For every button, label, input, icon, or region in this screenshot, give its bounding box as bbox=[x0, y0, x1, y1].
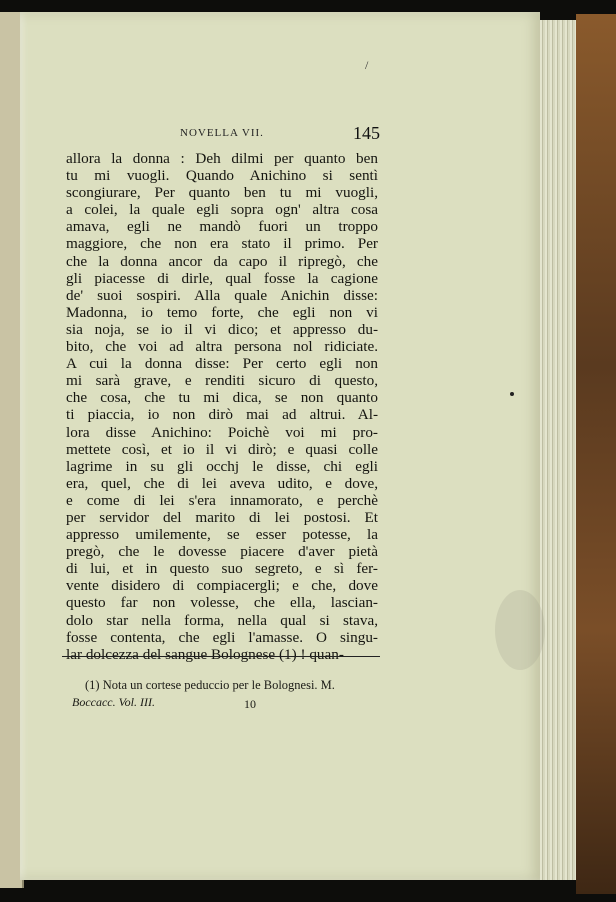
footnote-rule bbox=[62, 656, 380, 657]
text-line: per servidor del marito di lei postosi. Et bbox=[66, 508, 378, 526]
text-line: lora disse Anichino: Poichè voi mi pro- bbox=[66, 423, 378, 441]
text-line: questo far non volesse, che ella, lascian- bbox=[66, 594, 378, 612]
signature-mark: Boccacc. Vol. III. bbox=[72, 695, 155, 709]
text-line: de' suoi sospiri. Alla quale Anichin disse: bbox=[66, 286, 378, 304]
page-edges bbox=[540, 20, 578, 880]
text-line: che la donna ancor da capo il ripregò, che bbox=[66, 252, 378, 270]
text-line: mettete così, et io il vi dirò; e quasi colle bbox=[66, 440, 378, 458]
text-line: e come di lei s'era innamorato, e perchè bbox=[66, 491, 378, 509]
text-line: di lui, et in questo suo segreto, e sì fer- bbox=[66, 560, 378, 578]
text-line: gli piacesse di dirle, qual fosse la cagione bbox=[66, 269, 378, 287]
text-line: tu mi vuogli. Quando Anichino si sentì bbox=[66, 167, 378, 185]
text-line: che cosa, che tu mi dica, se non quanto bbox=[66, 389, 378, 407]
text-line: bito, che voi ad altra persona nol ridiciate. bbox=[66, 338, 378, 356]
text-line: allora la donna : Deh dilmi per quanto ben bbox=[66, 150, 378, 167]
ink-spot bbox=[510, 392, 514, 396]
book-cover-edge bbox=[576, 14, 616, 894]
text-line: appresso umilemente, se esser potesse, la bbox=[66, 526, 378, 544]
text-line: era, quel, che di lei aveva udito, e dove, bbox=[66, 474, 378, 492]
text-line: scongiurare, Per quanto ben tu mi vuogli, bbox=[66, 184, 378, 202]
text-line: A cui la donna disse: Per certo egli non bbox=[66, 355, 378, 373]
text-line: pregò, che le dovesse piacere d'aver pietà bbox=[66, 543, 378, 561]
text-line: lagrime in su gli occhj le disse, chi egli bbox=[66, 457, 378, 475]
text-line: fosse contenta, che egli l'amasse. O singu- bbox=[66, 628, 378, 646]
text-line: mi sarà grave, e renditi sicuro di questo, bbox=[66, 372, 378, 390]
text-line: lar dolcezza del sangue Bolognese (1) ! quan- bbox=[66, 645, 344, 663]
body-text bbox=[66, 150, 378, 663]
page-header bbox=[60, 123, 380, 149]
text-line: dolo star nella forma, nella qual si stava, bbox=[66, 611, 378, 629]
footnote: (1) Nota un cortese peduccio per le Bolognesi. M. bbox=[85, 678, 335, 692]
text-line: vente disidero di compiacergli; e che, dove bbox=[66, 577, 378, 595]
text-line: Madonna, io temo forte, che egli non vi bbox=[66, 303, 378, 321]
text-line: maggiore, che non era stato il primo. Per bbox=[66, 235, 378, 253]
paper-stain bbox=[495, 590, 545, 670]
page-number: 145 bbox=[353, 123, 380, 143]
text-line: ti piaccia, io non dirò mai ad altrui. Al- bbox=[66, 406, 378, 424]
signature-number: 10 bbox=[244, 697, 256, 711]
text-line: amava, egli ne mandò fuori un troppo bbox=[66, 218, 378, 236]
text-line: sia noja, se io il vi dico; et appresso du- bbox=[66, 320, 378, 338]
running-title: NOVELLA VII. bbox=[180, 127, 264, 139]
margin-mark: / bbox=[365, 58, 369, 72]
text-line: a colei, la quale egli sopra ogn' altra cosa bbox=[66, 201, 378, 219]
